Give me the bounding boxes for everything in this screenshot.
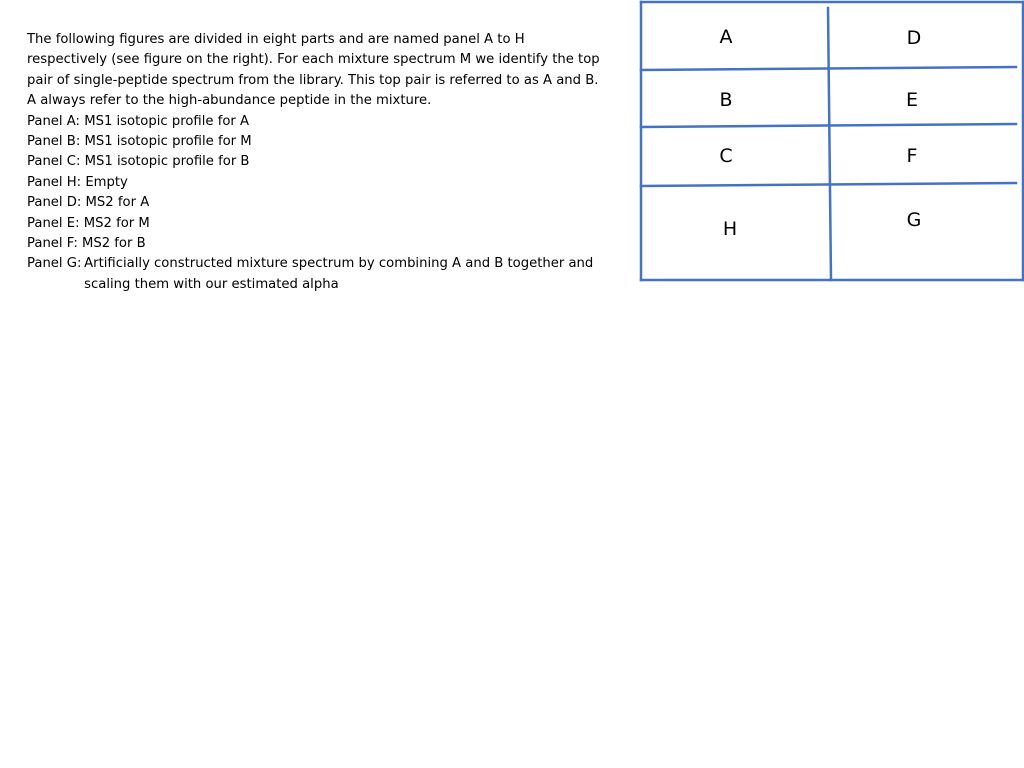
cell-label-g: G	[906, 209, 922, 231]
description-text	[27, 30, 607, 295]
cell-label-d: D	[906, 27, 922, 49]
panel-g-description	[27, 254, 607, 295]
panel-g-label: Panel G:	[27, 256, 82, 272]
grid-line-row1	[641, 67, 1016, 70]
panel-g-text: Artificially constructed mixture spectrum by combining A and B together and scaling them with our estimated alpha	[84, 256, 594, 292]
panel-b-description: Panel B: MS1 isotopic profile for M	[27, 134, 252, 150]
panel-h-description: Panel H: Empty	[27, 174, 128, 190]
panel-e-description: Panel E: MS2 for M	[27, 215, 150, 231]
panel-layout-figure	[638, 0, 1024, 282]
cell-label-a: A	[719, 26, 733, 48]
cell-label-c: C	[719, 145, 733, 167]
cell-label-h: H	[722, 218, 738, 240]
cell-label-b: B	[719, 89, 733, 111]
grid-line-row2	[641, 124, 1016, 127]
grid-line-middle	[828, 8, 831, 280]
grid-line-row3	[641, 183, 1016, 186]
intro-paragraph: The following figures are divided in eight parts and are named panel A to H respectively (see figure on the right). For each mixture spectrum M we identify the top pair of single-peptide spectrum from the library. This top pair is referred to as A and B. A always refer to the high-abundance peptide in the mixture.	[27, 32, 600, 109]
panel-f-description: Panel F: MS2 for B	[27, 236, 146, 252]
cell-label-f: F	[906, 145, 918, 167]
cell-label-e: E	[905, 89, 919, 111]
panel-c-description: Panel C: MS1 isotopic profile for B	[27, 154, 250, 170]
panel-a-description: Panel A: MS1 isotopic profile for A	[27, 113, 250, 129]
panel-d-description: Panel D: MS2 for A	[27, 195, 150, 211]
